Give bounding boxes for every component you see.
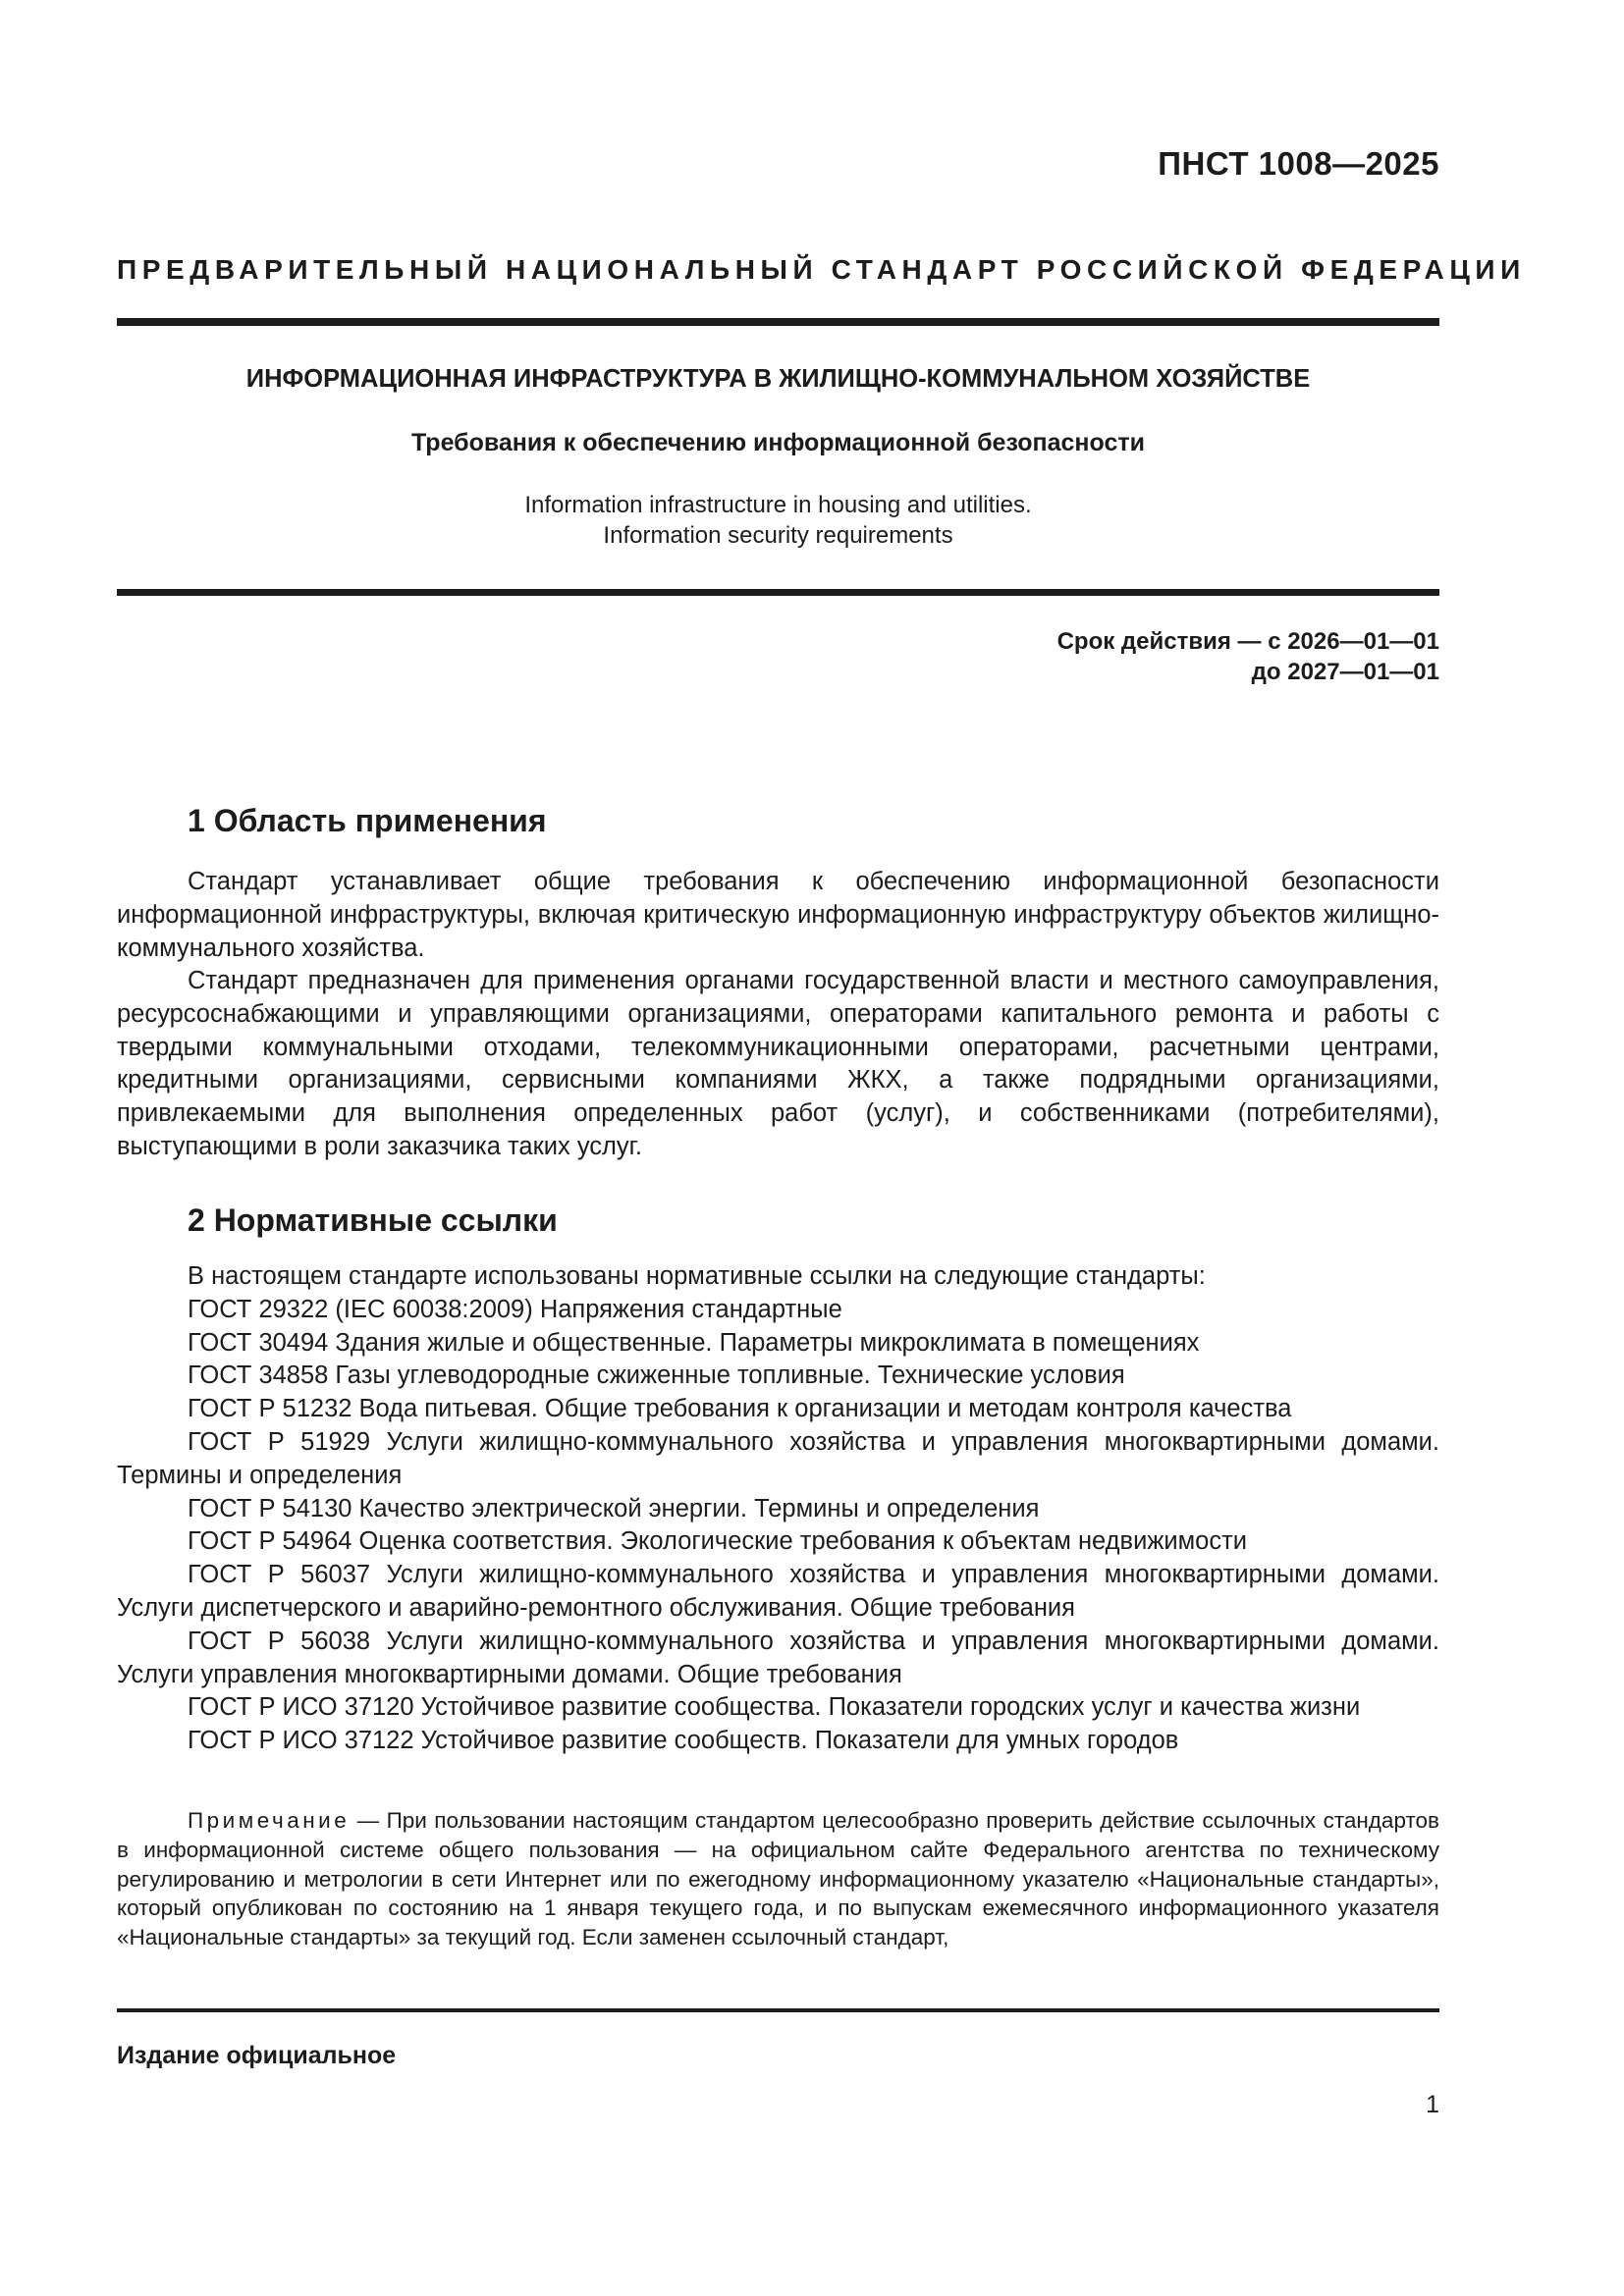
reference-item: ГОСТ Р 51232 Вода питьевая. Общие требования к организации и методам контроля качества [188, 1395, 1292, 1423]
section-1-heading: 1 Область применения [188, 803, 547, 838]
top-divider [117, 318, 1439, 326]
section-2-heading: 2 Нормативные ссылки [188, 1202, 558, 1238]
reference-item: ГОСТ Р 56038 Услуги жилищно-коммунального хозяйства и управления многоквартирными домами. Услуги управления многоквартирными домами. Общие требования [117, 1627, 1439, 1688]
document-subtitle: Требования к обеспечению информационной безопасности [410, 429, 1145, 456]
validity-end: до 2027—01—01 [1251, 659, 1439, 685]
page-number: 1 [1426, 2091, 1439, 2118]
section-1-paragraph-1: Стандарт устанавливает общие требования к обеспечению информационной безопасности информационной инфраструктуры, включая критическую информационную инфраструктуру объектов жилищно-коммунального хозяйства. [117, 868, 1439, 962]
reference-item: ГОСТ 34858 Газы углеводородные сжиженные топливные. Технические условия [188, 1362, 1125, 1390]
reference-item: ГОСТ Р 54130 Качество электрической энергии. Термины и определения [188, 1494, 1040, 1522]
document-title: ИНФОРМАЦИОННАЯ ИНФРАСТРУКТУРА В ЖИЛИЩНО-КОММУНАЛЬНОМ ХОЗЯЙСТВЕ [245, 365, 1311, 393]
note-paragraph [117, 1806, 1439, 1952]
reference-item: ГОСТ 29322 (IEC 60038:2009) Напряжения стандартные [188, 1295, 842, 1323]
validity-start: Срок действия — с 2026—01—01 [1056, 628, 1439, 655]
english-title-line-2: Information security requirements [603, 522, 953, 549]
document-number: ПНСТ 1008—2025 [1158, 145, 1439, 182]
reference-item: ГОСТ 30494 Здания жилые и общественные. Параметры микроклимата в помещениях [188, 1328, 1200, 1357]
reference-item: ГОСТ Р ИСО 37120 Устойчивое развитие сообщества. Показатели городских услуг и качества жизни [188, 1693, 1361, 1722]
edition-label: Издание официальное [117, 2042, 397, 2069]
reference-item: ГОСТ Р 56037 Услуги жилищно-коммунального хозяйства и управления многоквартирными домами. Услуги диспетчерского и аварийно-ремонтного обслуживания. Общие требования [117, 1561, 1439, 1622]
reference-item: ГОСТ Р 54964 Оценка соответствия. Экологические требования к объектам недвижимости [188, 1527, 1248, 1556]
references-list [117, 1260, 1439, 1758]
reference-item: ГОСТ Р 51929 Услуги жилищно-коммунального хозяйства и управления многоквартирными домами. Термины и определения [117, 1427, 1439, 1489]
title-divider [117, 589, 1439, 596]
footer-divider [117, 2008, 1439, 2012]
note-text: — При пользовании настоящим стандартом целесообразно проверить действие ссылочных стандартов в информационной системе общего пользования — на официальном сайте Федерального агентства по техническому регулированию и метрологии в сети Интернет или по ежегодному информационному указателю «Национальные стандарты», который опубликован по состоянию на 1 января текущего года, и по выпускам ежемесячного информационного указателя «Национальные стандарты» за текущий год. Если заменен ссылочный стандарт, [117, 1808, 1439, 1950]
english-title [117, 490, 1439, 551]
standard-type-heading: ПРЕДВАРИТЕЛЬНЫЙ НАЦИОНАЛЬНЫЙ СТАНДАРТ РОССИЙСКОЙ ФЕДЕРАЦИИ [117, 254, 1526, 285]
reference-item: ГОСТ Р ИСО 37122 Устойчивое развитие сообществ. Показатели для умных городов [188, 1727, 1179, 1755]
english-title-line-1: Information infrastructure in housing and utilities. [524, 492, 1032, 518]
note-label: Примечание [188, 1808, 351, 1833]
section-1-paragraph-2: Стандарт предназначен для применения органами государственной власти и местного самоуправления, ресурсоснабжающими и управляющими организациями, операторами капитального ремонта и работы с твердыми коммунальными отходами, телекоммуникационными операторами, расчетными центрами, кредитными организациями, сервисными компаниями ЖКХ, а также подрядными организациями, привлекаемыми для выполнения определенных работ (услуг), и собственниками (потребителями), выступающими в роли заказчика таких услуг. [117, 967, 1439, 1160]
validity-period [1057, 626, 1439, 687]
references-intro: В настоящем стандарте использованы нормативные ссылки на следующие стандарты: [188, 1262, 1206, 1290]
